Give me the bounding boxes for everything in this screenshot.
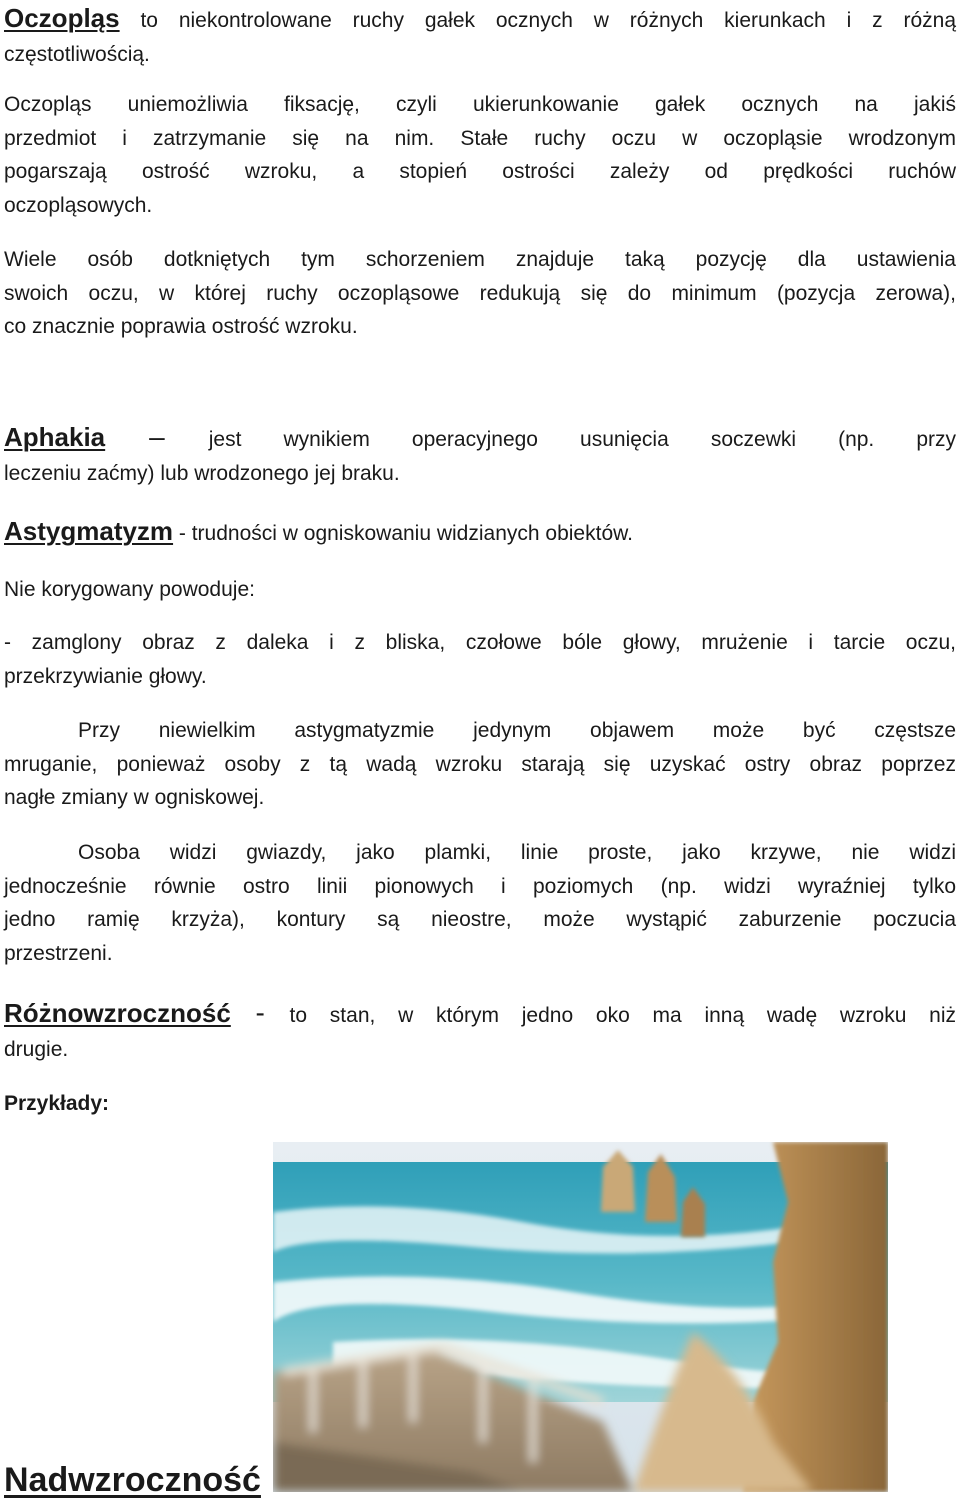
list-item-line-1: - zamglony obraz z daleka i z bliska, czołowe bóle głowy, mrużenie i tarcie oczu, <box>4 631 956 654</box>
nadwzrocznosc-heading: Nadwzroczność <box>4 1461 261 1499</box>
para2-line-3: pogarszają ostrość wzroku, a stopień ostrości zależy od prędkości ruchów <box>4 160 956 183</box>
aphakia-dash: – <box>105 421 209 452</box>
roznowzrocznosc-paragraph <box>4 996 956 1066</box>
para2-line-4: oczopląsowych. <box>4 193 153 217</box>
oczoplas-paragraph <box>4 2 956 71</box>
osoba-line-2: jednocześnie równie ostro linii pionowych i poziomych (np. widzi wyraźniej tylko <box>4 874 956 898</box>
term-roznowzrocznosc: Różnowzroczność <box>4 998 231 1028</box>
list-item-line-2: przekrzywianie głowy. <box>4 664 207 688</box>
roznowzrocznosc-dash: - <box>230 997 290 1028</box>
roznowzrocznosc-line-2: drugie. <box>4 1037 69 1061</box>
blurred-coast-photo <box>273 1142 888 1492</box>
oczoplas-description <box>4 88 956 222</box>
oczoplas-text-1: to niekontrolowane ruchy gałek ocznych w różnych kierunkach i z różną <box>119 9 956 32</box>
para2-line-1: Oczopląs uniemożliwia fiksację, czyli ukierunkowanie gałek ocznych na jakiś <box>4 93 956 116</box>
przy-line-3: nagłe zmiany w ogniskowej. <box>4 786 265 809</box>
para3-line-1: Wiele osób dotkniętych tym schorzeniem znajduje taką pozycję dla ustawienia <box>4 248 956 271</box>
symptoms-list-item <box>4 626 956 693</box>
aphakia-line-2: leczeniu zaćmy) lub wrodzonego jej braku. <box>4 461 400 485</box>
astygmatyzm-symptom-paragraph <box>4 714 956 815</box>
nie-korygowany-label <box>4 573 956 607</box>
para3-line-2: swoich oczu, w której ruchy oczopląsowe redukują się do minimum (pozycja zerowa), <box>4 281 956 305</box>
astygmatyzm-text: - trudności w ogniskowaniu widzianych obiektów. <box>173 522 633 545</box>
term-astygmatyzm: Astygmatyzm <box>4 516 174 546</box>
oczoplas-text-2: częstotliwością. <box>4 42 150 66</box>
osoba-line-4: przestrzeni. <box>4 941 113 965</box>
aphakia-paragraph <box>4 420 956 490</box>
osoba-line-3: jedno ramię krzyża), kontury są nieostre, może wystąpić zaburzenie poczucia <box>4 908 956 931</box>
osoba-line-1: Osoba widzi gwiazdy, jako plamki, linie proste, jako krzywe, nie widzi <box>78 841 956 864</box>
aphakia-line-1: jest wynikiem operacyjnego usunięcia soczewki (np. przy <box>208 428 956 451</box>
przy-line-2: mruganie, ponieważ osoby z tą wadą wzroku starają się uzyskać ostry obraz poprzez <box>4 752 956 776</box>
przy-line-1: Przy niewielkim astygmatyzmie jedynym objawem może być częstsze <box>78 719 956 742</box>
roznowzrocznosc-line-1: to stan, w którym jedno oko ma inną wadę wzroku niż <box>289 1004 956 1027</box>
term-oczoplas: Oczopląs <box>4 3 120 33</box>
nie-korygowany-text: Nie korygowany powoduje: <box>4 578 255 601</box>
przyklady-label: Przykłady: <box>4 1092 110 1115</box>
coast-photo-svg <box>273 1142 888 1492</box>
para2-line-2: przedmiot i zatrzymanie się na nim. Stałe ruchy oczu w oczopląsie wrodzonym <box>4 126 956 150</box>
para3-line-3: co znacznie poprawia ostrość wzroku. <box>4 315 358 338</box>
zero-position-paragraph <box>4 243 956 344</box>
astygmatyzm-vision-paragraph <box>4 836 956 970</box>
term-aphakia: Aphakia <box>4 422 106 452</box>
astygmatyzm-paragraph <box>4 515 956 551</box>
